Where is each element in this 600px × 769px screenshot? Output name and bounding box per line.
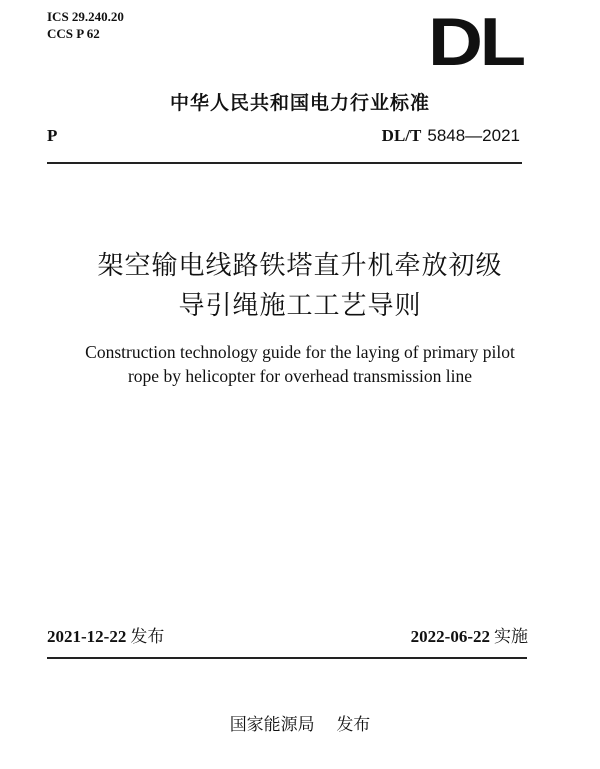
chinese-title	[0, 246, 600, 326]
issue-date-block	[47, 622, 164, 647]
ics-code: ICS 29.240.20	[47, 9, 124, 24]
english-title-line-2: rope by helicopter for overhead transmission line	[127, 366, 473, 386]
bottom-divider	[47, 657, 527, 659]
category-code: P	[47, 126, 58, 145]
implementation-label: 实施	[494, 627, 528, 647]
standard-number	[382, 126, 520, 146]
implementation-date-block	[411, 622, 528, 647]
issue-label: 发布	[130, 627, 165, 647]
english-title-line-1: Construction technology guide for the laying of primary pilot	[85, 342, 515, 362]
dl-logo: DL	[428, 4, 523, 80]
chinese-title-line-2: 导引绳施工工艺导则	[178, 291, 422, 321]
implementation-date: 2022-06-22	[410, 627, 490, 646]
standard-code: 5848—2021	[427, 126, 520, 145]
classification-codes	[47, 8, 124, 42]
standard-prefix: DL/T	[381, 126, 422, 145]
top-divider	[47, 162, 522, 164]
publisher-line	[0, 710, 600, 735]
chinese-title-line-1: 架空输电线路铁塔直升机牵放初级	[97, 251, 503, 281]
industry-standard-heading: 中华人民共和国电力行业标准	[169, 92, 430, 114]
issue-date: 2021-12-22	[47, 627, 127, 646]
publisher-name: 国家能源局	[229, 715, 315, 735]
ccs-code: CCS P 62	[47, 26, 100, 41]
english-title	[0, 340, 600, 388]
publisher-action: 发布	[336, 715, 371, 735]
